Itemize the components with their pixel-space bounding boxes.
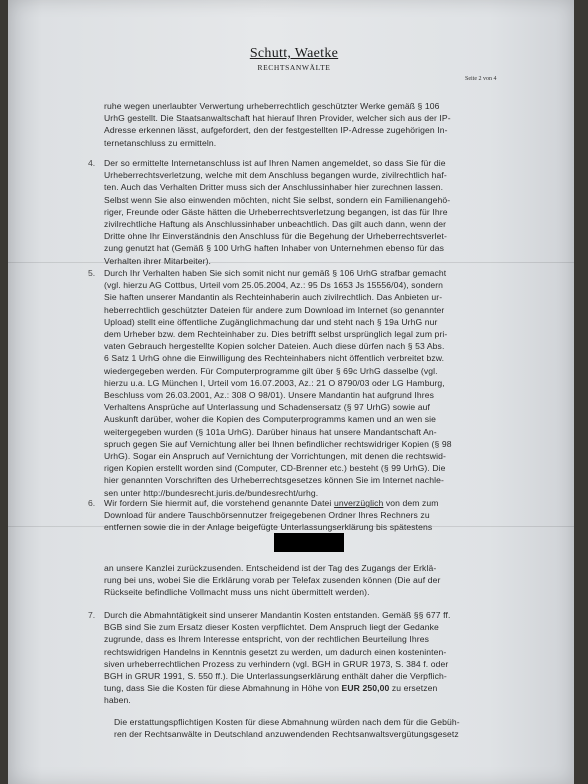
text-line: Verhaltens Ansprüche auf Unterlassung und Schadensersatz (§ 97 UrhG) sowie auf	[104, 402, 430, 413]
text-line: BGH in GRUR 1991, S. 550 ff.). Die Unterlassungserklärung enthält daher die Verpflich-	[104, 671, 447, 681]
text-line: Adresse erkennen lässt, aufgefordert, den der festgestellten IP-Adresse zugehörigen In-	[104, 125, 448, 136]
text-line: ren der Rechtsanwälte in Deutschland anzuwendenden Rechtsanwaltsvergütungsgesetz	[114, 729, 459, 740]
text-line: spruch gegen Sie auf Vernichtung aller bei Ihnen befindlicher rechtswidriger Kopien (§ 98	[104, 438, 452, 449]
text-line: Auskunft darüber, woher die Kopien des Computerprogramms kamen und an wen sie	[104, 414, 437, 425]
text-line: sen unter http://bundesrecht.juris.de/bundesrecht/urhg.	[104, 487, 319, 498]
firm-subtitle: RECHTSANWÄLTE	[257, 63, 331, 72]
text-line: Download für andere Tauschbörsennutzer freigegebenen Ordner Ihres Rechners zu	[104, 510, 430, 521]
text-line: riger, Freunde oder Gäste hätten die Urheberrechtsverletzung begangen, ist das für Ihre	[104, 206, 448, 217]
firm-name: Schutt, Waetke	[249, 46, 339, 61]
amount-bold: EUR 250,00	[341, 683, 390, 694]
text-line: weitergegeben wurden (§ 101a UrhG). Darüber hinaus hat unsere Mandantschaft An-	[104, 426, 437, 437]
text-line: Sie haften unserer Mandantin als Rechteinhaberin auch zivilrechtlich. Das Anbieten ur-	[104, 292, 443, 303]
text-line: tung, dass Sie die Kosten für diese Abmahnung in Höhe von EUR 250,00 zu ersetzen	[104, 683, 438, 694]
page-number: Seite 2 von 4	[465, 76, 497, 82]
emphasis-underline: unverzüglich	[333, 498, 384, 508]
text-line: hier genannten Vorschriften des Urheberrechtsgesetzes können Sie im Internet nachle-	[104, 475, 444, 486]
text-line: ruhe wegen unerlaubter Verwertung urheberrechtlich geschützter Werke gemäß § 106	[104, 101, 440, 111]
text-line: (vgl. hierzu AG Cottbus, Urteil vom 25.05.2004, Az.: 95 Ds 1653 Js 15556/04), sondern	[104, 280, 444, 291]
text-line: Rückseite befindliche Vollmacht muss uns nicht übermittelt werden).	[104, 587, 370, 598]
text-line: Verhalten ihrer Mitarbeiter).	[104, 255, 212, 266]
text-line: Upload) stellt eine öffentliche Zugänglichmachung dar und steht nach § 19a UrhG nur	[104, 316, 438, 327]
text-line: UrhG). Sogar ein Anspruch auf Vernichtung der Vorrichtungen, mit denen die rechtswid-	[104, 451, 446, 461]
text-line: rigen Kopien erstellt worden sind (Computer, CD-Brenner etc.) besteht (§ 99 UrhG). Die	[104, 463, 446, 474]
text-line: Die erstattungspflichtigen Kosten für diese Abmahnung würden nach dem für die Gebüh-	[114, 717, 460, 727]
text-line: Dritte ohne Ihr Einverständnis den Anschluss für die Begehung der Urheberrechtsverlet-	[104, 231, 447, 242]
text-line: Urheberrechtsverletzung, welche mit dem Anschluss begangen wurde, zivilrechtlich haf-	[104, 170, 447, 181]
paragraph-number: 7.	[88, 610, 96, 620]
text-line: BGB sind Sie zum Ersatz dieser Kosten verpflichtet. Dem Anspruch liegt der Gedanke	[104, 622, 439, 633]
text-line: UrhG gestellt. Die Staatsanwaltschaft hat hierauf Ihren Provider, welcher sich aus der IP-	[104, 113, 451, 124]
text-line: heberrechtlich geschützter Dateien für andere zum Download im Internet (so genannter	[104, 304, 445, 315]
text-line: Beschluss vom 26.03.2001, Az.: 308 O 98/01). Unsere Mandantin hat aufgrund Ihres	[104, 390, 434, 400]
paragraph-number: 5.	[88, 268, 96, 278]
text-line: an unsere Kanzlei zurückzusenden. Entscheidend ist der Tag des Zugangs der Erklä-	[104, 563, 437, 573]
text-line: zugrunde, dass es Ihrem Interesse entspricht, von der rechtlichen Beurteilung Ihres	[104, 634, 430, 645]
text-line: vaten Gebrauch hergestellte Kopien solcher Dateien. Auch diese dürfen nach § 53 Abs.	[104, 341, 445, 352]
text-line: wiedergegeben werden. Für Computerprogramme gilt über § 69c UrhG dasselbe (vgl.	[104, 365, 438, 376]
text-line: zivilrechtliche Haftung als Anschlussinhaber unbeachtlich. Das gilt auch dann, wenn der	[104, 219, 447, 229]
text-line: rung bei uns, wobei Sie die Erklärung vorab per Telefax zusenden können (Die auf der	[104, 575, 441, 586]
paragraph-number: 6.	[88, 498, 96, 508]
fold-crease	[8, 262, 574, 263]
text-line: entfernen sowie die in der Anlage beigefügte Unterlassungserklärung bis spätestens	[104, 522, 433, 533]
text-line: ternetanschluss zu ermitteln.	[104, 137, 217, 148]
text-line: Durch die Abmahntätigkeit sind unserer Mandantin Kosten entstanden. Gemäß §§ 677 ff.	[104, 610, 451, 620]
text-line: Der so ermittelte Internetanschluss ist auf Ihren Namen angemeldet, so dass Sie für die	[104, 158, 446, 168]
text-line: Selbst wenn Sie also einwenden möchten, nicht Sie selbst, sondern ein Familienangehö-	[104, 194, 451, 205]
text-line: Wir fordern Sie hiermit auf, die vorstehend genannte Datei unverzüglich von dem zum	[104, 498, 439, 508]
text-line: ten. Auch das Verhalten Dritter muss sich der Anschlussinhaber hier zurechnen lassen.	[104, 182, 444, 193]
text-line: haben.	[104, 695, 131, 706]
redaction-box	[274, 533, 344, 552]
text-line: 6 Satz 1 UrhG ohne die Einwilligung des Rechteinhabers nicht öffentlich verbreitet bzw.	[104, 353, 445, 364]
paragraph-number: 4.	[88, 158, 96, 168]
text-line: Durch Ihr Verhalten haben Sie sich somit nicht nur gemäß § 106 UrhG strafbar gemacht	[104, 268, 447, 278]
text-line: dem Urheber bzw. dem Rechteinhaber zu. Dies betrifft selbst ursprünglich legal zum pri-	[104, 329, 448, 339]
text-line: siven urheberrechtlichen Prozess zu verhindern (vgl. BGH in GRUR 1973, S. 384 f. oder	[104, 658, 449, 669]
text-line: rechtswidrigen Handelns in Kenntnis gesetzt zu werden, um dadurch einen kosteninten-	[104, 646, 447, 657]
text-line: hierzu u.a. LG München I, Urteil vom 16.07.2003, Az.: 21 O 8790/03 oder LG Hamburg,	[104, 377, 445, 388]
text-line: zung genutzt hat (Gemäß § 100 UrhG haften Inhaber von Unternehmen ebenso für das	[104, 243, 445, 254]
